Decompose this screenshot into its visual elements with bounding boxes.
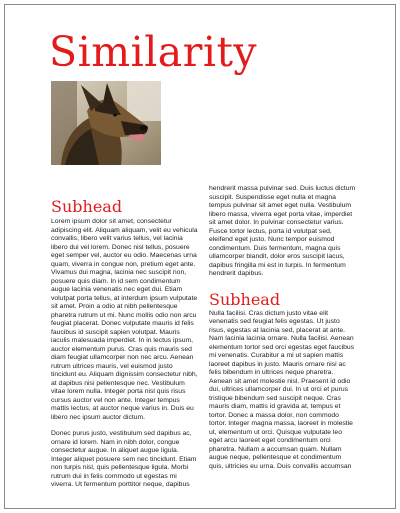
dog-photo xyxy=(51,81,161,165)
left-column xyxy=(51,198,199,490)
left-paragraph-2: Donec purus justo, vestibulum sed dapibus ac, ornare id lorem. Nam in nibh dolor, congue consectetur augue. In aliquet augue ligula. Integer aliquet posuere sem nec tincidunt. Etiam non turpis nisl, quis pellentesque ligula. Morbi rutrum dui in felis commodo ut egestas mi viverra. Ut fermentum porttitor neque, dapibus xyxy=(51,430,197,488)
right-paragraph-1: hendrerit massa pulvinar sed. Duis luctus dictum suscipit. Suspendisse eget nulla et magna tempus pulvinar sit amet eget nulla. Vestibulum libero massa, viverra eget porta vitae, imperdiet sit amet dolor. In pulvinar consectetur varius. Fusce tortor lectus, porta id volutpat sed, eleifend eget justo. Nunc tempor euismod condimentum. Duis fermentum, magna quis ullamcorper blandit, dolor eros suscipit lacus, dapibus fringilla mi est in turpis. In fermentum hendrerit dapibus. xyxy=(209,185,356,277)
left-subhead: Subhead xyxy=(51,197,123,216)
right-subhead: Subhead xyxy=(209,289,281,309)
left-paragraph-1: Lorem ipsum dolor sit amet, consectetur adipiscing elit. Aliquam aliquam, velit eu vehicula convallis, libero velit varius tellus, vel lacinia libero dui vel lorem. Donec nisl tellus, posuere eget semper vel, auctor eu odio. Maecenas urna quam, viverra in congue non, pretium eget ante. Vivamus dui magna, lacinia nec suscipit non, posuere quis diam. In id sem condimentum augue lacinia venenatis nec eget dui. Etiam volutpat porta tellus, at interdum ipsum vulputate sit amet. Proin a odio at nibh pellentesque pharetra rutrum ut mi. Nunc mollis odio non arcu feugiat placerat. Donec vulputate mauris id felis faucibus id suscipit sapien volutpat. Mauris iaculis malesuada imperdiet. In in lectus ipsum, auctor elementum purus. Cras quis mauris sed diam feugiat ullamcorper non nec arcu. Aenean rutrum ultrices mauris, vel euismod justo tincidunt eu. Aliquam dignissim consectetur nibh, at dapibus nisi pellentesque nec. Vestibulum vitae lorem nulla. Integer porta nisl quis risus cursus auctor vel non ante. Integer tempus mattis lectus, at auctor neque varius in. Duis eu libero nec ipsum auctor dictum. xyxy=(51,218,198,421)
document-page xyxy=(4,4,396,509)
page-title: Similarity xyxy=(49,28,258,76)
right-paragraph-2: Nulla facilisi. Cras dictum justo vitae elit venenatis sed feugiat felis egestas. Ut justo risus, egestas at lacinia sed, placerat at ante. Nam lacinia lacinia ornare. Nulla facilisi. Aenean elementum tortor sed orci egestas eget faucibus mi venenatis. Curabitur a mi ut sapien mattis laoreet dapibus in justo. Mauris ornare nisi ac felis bibendum in ultrices neque pharetra. Aenean sit amet molestie nisl. Praesent id odio dui, ultrices ullamcorper dui. In ut orci et purus tristique bibendum sed suscipit neque. Cras mauris diam, mattis id gravida at, tempus et tortor. Donec a massa dolor, non commodo tortor. Integer magna massa, laoreet in molestie ut, elementum ut orci. Quisque vulputate leo eget arcu laoreet eget condimentum orci pharetra. Nullam a accumsan quam. Nullam augue neque, pellentesque et condimentum quis, ultricies eu urna. Duis convallis accumsan xyxy=(209,309,355,470)
right-column xyxy=(209,185,357,471)
